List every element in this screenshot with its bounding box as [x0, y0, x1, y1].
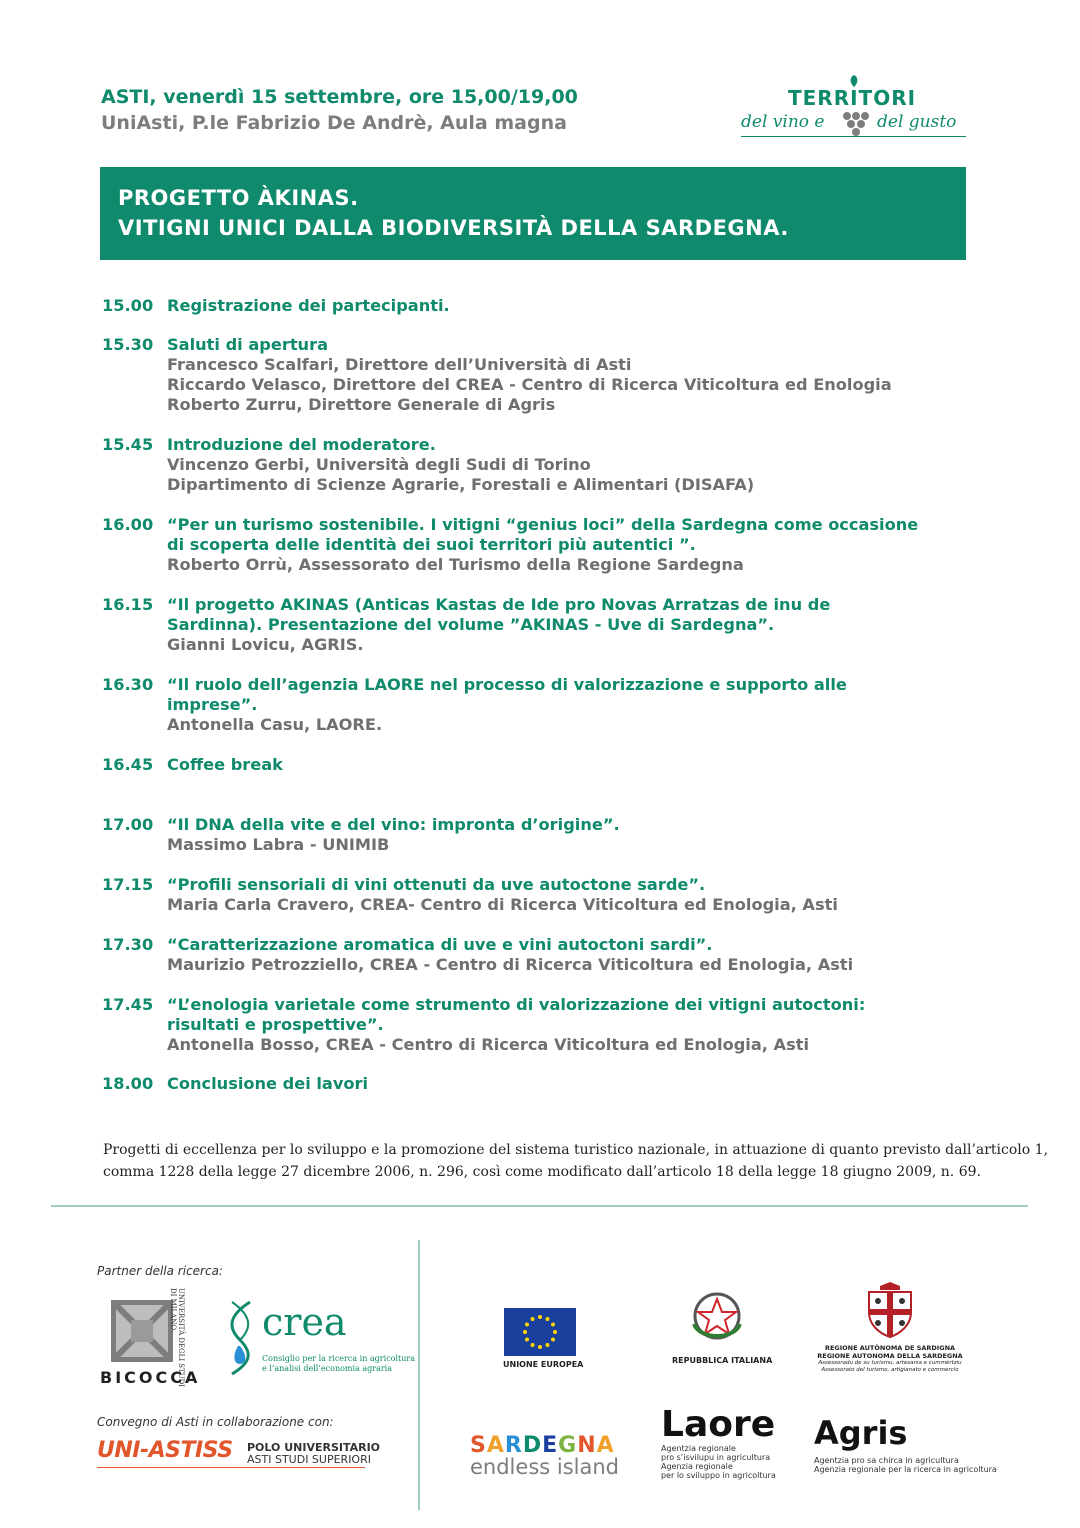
- program-title-line: “Il ruolo dell’agenzia LAORE nel processo di valorizzazione e supporto alle: [167, 675, 847, 694]
- program-time: 17.00: [102, 815, 154, 834]
- program-title-line: “L’enologia varietale come strumento di valorizzazione dei vitigni autoctoni:: [167, 995, 866, 1014]
- territori-title: TERRITORI: [788, 86, 917, 110]
- banner-title-line1: PROGETTO ÀKINAS.: [118, 186, 359, 210]
- laore-l2: pro s’isvilupu in agricultura: [661, 1453, 771, 1462]
- eu-star-icon: [546, 1343, 550, 1347]
- eu-star-icon: [546, 1317, 550, 1321]
- uniastiss-sub2: ASTI STUDI SUPERIORI: [247, 1453, 371, 1466]
- crea-name: crea: [262, 1300, 347, 1344]
- program-body: [167, 755, 967, 775]
- eu-star-icon: [531, 1343, 535, 1347]
- laore-name: Laore: [661, 1404, 776, 1445]
- territori-tagline-right: del gusto: [877, 112, 957, 132]
- italia-label: REPUBBLICA ITALIANA: [672, 1356, 773, 1365]
- program-body: [167, 875, 967, 915]
- sardegna-region-logo: [815, 1282, 965, 1378]
- laore-logo: [661, 1404, 791, 1480]
- program-title-line: “Il progetto AKINAS (Anticas Kastas de Ide pro Novas Arratzas de inu de: [167, 595, 831, 614]
- program-title-line: “Il DNA della vite e del vino: impronta d’origine”.: [167, 815, 620, 834]
- program-body: [167, 335, 967, 415]
- program-time: 17.45: [102, 995, 154, 1014]
- funding-note: [103, 1139, 1049, 1183]
- program-time: 15.45: [102, 435, 154, 454]
- eu-star-icon: [538, 1315, 542, 1319]
- laore-l1: Agentzia regionale: [661, 1444, 736, 1453]
- sardegna-region-l3: Assessoradu de su turismu, artesania e cummèrtziu: [818, 1360, 962, 1366]
- uniastiss-sub1: POLO UNIVERSITARIO: [247, 1441, 381, 1454]
- program-speaker-line: Roberto Orrù, Assessorato del Turismo della Regione Sardegna: [167, 555, 744, 574]
- italian-emblem-icon: [686, 1286, 748, 1348]
- program-time: 16.00: [102, 515, 154, 534]
- collaboration-label: Convegno di Asti in collaborazione con:: [97, 1415, 334, 1429]
- agris-logo: [814, 1414, 997, 1478]
- sardegna-brand-sub: endless island: [470, 1455, 619, 1479]
- laore-l4: per lo sviluppo in agricoltura: [661, 1471, 776, 1480]
- eu-star-icon: [525, 1338, 529, 1342]
- program-time: 16.15: [102, 595, 154, 614]
- program-title-line: “Caratterizzazione aromatica di uve e vini autoctoni sardi”.: [167, 935, 713, 954]
- funding-note-line1: Progetti di eccellenza per lo sviluppo e la promozione del sistema turistico nazionale, in attuazione di quanto previsto dall’articolo 1,: [103, 1142, 1049, 1158]
- agris-l1: Agentzia pro sa chirca in agricultura: [814, 1456, 959, 1465]
- eu-logo: [503, 1308, 583, 1370]
- divider-horizontal: [51, 1205, 1028, 1207]
- bicocca-university-text: UNIVERSITÀ DEGLI STUDI DI MILANO: [169, 1288, 185, 1388]
- program-time: 18.00: [102, 1074, 154, 1093]
- program-speaker-line: Massimo Labra - UNIMIB: [167, 835, 390, 854]
- program-title-line: Registrazione dei partecipanti.: [167, 296, 450, 315]
- territori-underline: [741, 136, 966, 137]
- program-time: 16.30: [102, 675, 154, 694]
- program-speaker-line: Gianni Lovicu, AGRIS.: [167, 635, 364, 654]
- territori-logo: [735, 74, 970, 144]
- sardegna-region-l4: Assessorato del turismo, artigianato e commercio: [821, 1367, 959, 1373]
- program-body: [167, 675, 967, 735]
- program-title-line: imprese”.: [167, 695, 258, 714]
- program-title-line: Introduzione del moderatore.: [167, 435, 436, 454]
- funding-note-line2: comma 1228 della legge 27 dicembre 2006, n. 296, così come modificato dall’articolo 18 della legge 18 giugno 2009, n. 69.: [103, 1164, 981, 1180]
- eu-star-icon: [531, 1317, 535, 1321]
- sardegna-crest-icon: [865, 1282, 915, 1338]
- eu-star-icon: [523, 1330, 527, 1334]
- eu-star-icon: [551, 1338, 555, 1342]
- program-body: [167, 1074, 967, 1094]
- agris-name: Agris: [814, 1414, 908, 1452]
- italia-logo: [672, 1286, 773, 1370]
- bicocca-name: BICOCCA: [100, 1368, 201, 1387]
- eu-flag-icon: [504, 1308, 576, 1356]
- program-body: [167, 515, 967, 575]
- program-title-line: risultati e prospettive”.: [167, 1015, 384, 1034]
- program-title-line: Conclusione dei lavori: [167, 1074, 369, 1093]
- program-speaker-line: Dipartimento di Scienze Agrarie, Forestali e Alimentari (DISAFA): [167, 475, 755, 494]
- program-speaker-line: Antonella Casu, LAORE.: [167, 715, 383, 734]
- event-date-line: ASTI, venerdì 15 settembre, ore 15,00/19,00: [101, 86, 578, 108]
- crea-logo: [222, 1296, 416, 1386]
- sardegna-brand-logo: [470, 1433, 620, 1483]
- program-speaker-line: Maurizio Petrozziello, CREA - Centro di Ricerca Viticoltura ed Enologia, Asti: [167, 955, 854, 974]
- eu-star-icon: [525, 1323, 529, 1327]
- eu-star-icon: [551, 1323, 555, 1327]
- crea-sub2: e l’analisi dell’economia agraria: [262, 1364, 393, 1373]
- banner-title-line2: VITIGNI UNICI DALLA BIODIVERSITÀ DELLA SARDEGNA.: [118, 216, 789, 240]
- research-partner-label: Partner della ricerca:: [97, 1264, 223, 1278]
- program-speaker-line: Maria Carla Cravero, CREA- Centro di Ricerca Viticoltura ed Enologia, Asti: [167, 895, 838, 914]
- program-body: [167, 815, 967, 855]
- program-time: 15.30: [102, 335, 154, 354]
- program-title-line: “Per un turismo sostenibile. I vitigni “genius loci” della Sardegna come occasione: [167, 515, 919, 534]
- program-speaker-line: Francesco Scalfari, Direttore dell’Università di Asti: [167, 355, 632, 374]
- divider-vertical: [418, 1240, 420, 1510]
- program-time: 16.45: [102, 755, 154, 774]
- uniastiss-logo: [97, 1438, 381, 1470]
- program-title-line: Sardinna). Presentazione del volume ”AKINAS - Uve di Sardegna”.: [167, 615, 775, 634]
- sardegna-region-l2: REGIONE AUTONOMA DELLA SARDEGNA: [817, 1352, 963, 1360]
- crea-sub1: Consiglio per la ricerca in agricoltura: [262, 1354, 416, 1363]
- program-body: [167, 296, 967, 316]
- program-title-line: di scoperta delle identità dei suoi territori più autentici ”.: [167, 535, 696, 554]
- bicocca-emblem-icon: [111, 1300, 173, 1362]
- program-body: [167, 595, 967, 655]
- program-title-line: “Profili sensoriali di vini ottenuti da uve autoctone sarde”.: [167, 875, 706, 894]
- program-time: 15.00: [102, 296, 154, 315]
- program-title-line: Coffee break: [167, 755, 283, 774]
- program-speaker-line: Antonella Bosso, CREA - Centro di Ricerca Viticoltura ed Enologia, Asti: [167, 1035, 809, 1054]
- program-body: [167, 435, 967, 495]
- uniastiss-name: UNI-ASTISS: [97, 1438, 233, 1463]
- program-body: [167, 995, 967, 1055]
- program-speaker-line: Roberto Zurru, Direttore Generale di Agris: [167, 395, 556, 414]
- agris-l2: Agenzia regionale per la ricerca in agricoltura: [814, 1465, 997, 1474]
- program-time: 17.30: [102, 935, 154, 954]
- program-speaker-line: Riccardo Velasco, Direttore del CREA - Centro di Ricerca Viticoltura ed Enologia: [167, 375, 892, 394]
- event-venue-line: UniAsti, P.le Fabrizio De Andrè, Aula magna: [101, 112, 567, 134]
- eu-label: UNIONE EUROPEA: [503, 1360, 584, 1369]
- laore-l3: Agenzia regionale: [661, 1462, 733, 1471]
- sardegna-brand-name: SARDEGNA: [470, 1433, 615, 1458]
- bicocca-logo: [97, 1288, 201, 1388]
- program-speaker-line: Vincenzo Gerbi, Università degli Sudi di Torino: [167, 455, 591, 474]
- program-body: [167, 935, 967, 975]
- title-banner: [100, 167, 966, 260]
- territori-tagline-left: del vino e: [741, 112, 825, 132]
- eu-star-icon: [553, 1330, 557, 1334]
- eu-star-icon: [538, 1345, 542, 1349]
- program-time: 17.15: [102, 875, 154, 894]
- crea-helix-icon: [222, 1298, 258, 1378]
- sardegna-region-l1: REGIONE AUTÒNOMA DE SARDIGNA: [824, 1344, 956, 1352]
- program-title-line: Saluti di apertura: [167, 335, 328, 354]
